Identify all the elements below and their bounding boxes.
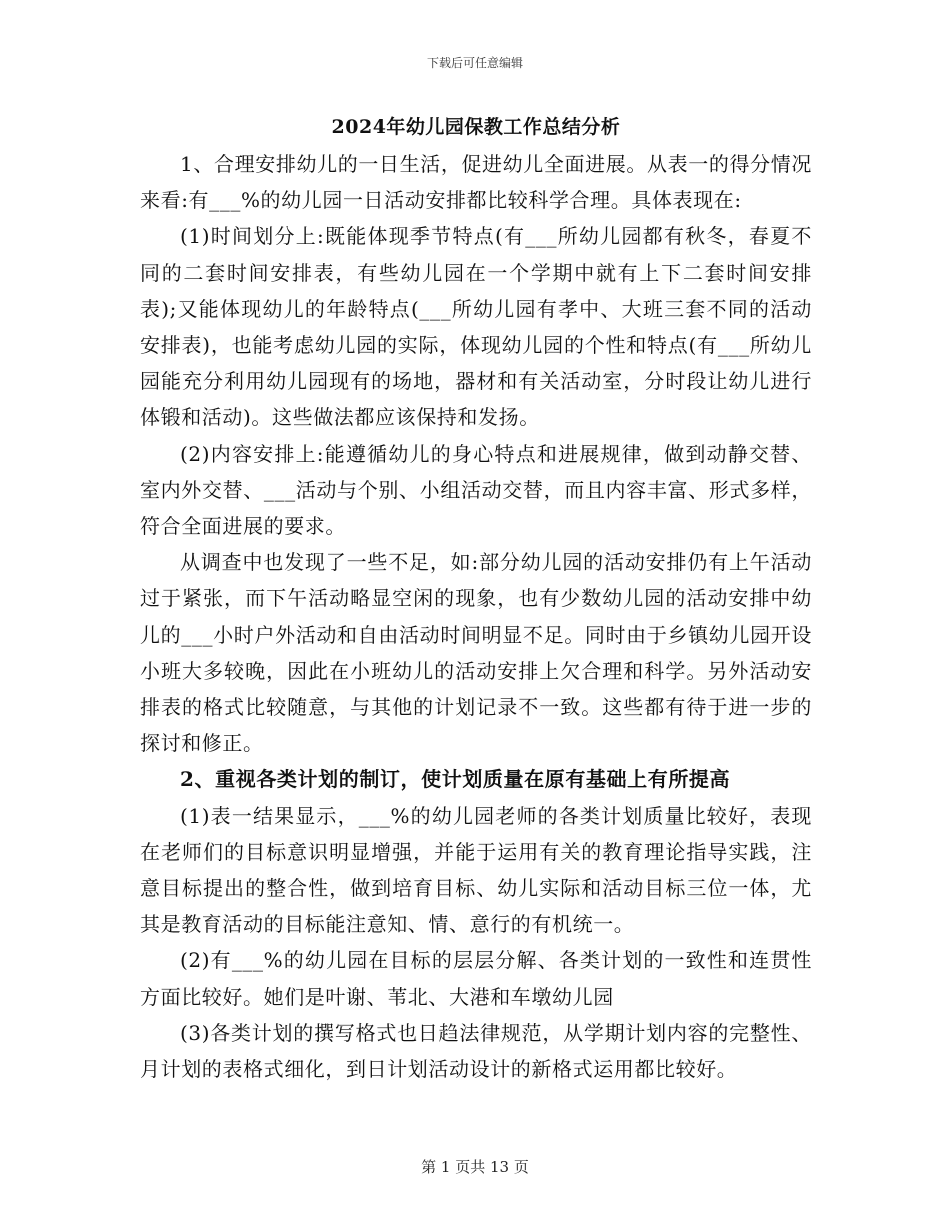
paragraph-content-arrangement: (2)内容安排上:能遵循幼儿的身心特点和进展规律，做到动静交替、室内外交替、___活动与个别、小组活动交替，而且内容丰富、形式多样，符合全面进展的要求。 xyxy=(140,441,812,539)
paragraph-plan-consistency: (2)有___%的幼儿园在目标的层层分解、各类计划的一致性和连贯性方面比较好。她们是叶谢、苇北、大港和车墩幼儿园 xyxy=(140,948,812,1009)
section-heading-plans: 2、重视各类计划的制订，使计划质量在原有基础上有所提高 xyxy=(180,767,731,792)
page-header: 下载后可任意编辑 xyxy=(426,56,523,70)
paragraph-plan-format: (3)各类计划的撰写格式也日趋法律规范，从学期计划内容的完整性、月计划的表格式细化，到日计划活动设计的新格式运用都比较好。 xyxy=(140,1020,812,1082)
paragraph-time-division: (1)时间划分上:既能体现季节特点(有___所幼儿园都有秋冬，春夏不同的二套时间安排表，有些幼儿园在一个学期中就有上下二套时间安排表);又能体现幼儿的年龄特点(___所幼儿园有孝中、大班三套不同的活动安排表)，也能考虑幼儿园的实际，体现幼儿园的个性和特点(有___所幼儿园能充分利用幼儿园现有的场地，器材和有关活动室，分时段让幼儿进行体锻和活动)。这些做法都应该保持和发扬。 xyxy=(140,224,812,430)
paragraph-daily-life-intro: 1、合理安排幼儿的一日生活，促进幼儿全面进展。从表一的得分情况来看:有___%的幼儿园一日活动安排都比较科学合理。具体表现在: xyxy=(140,152,812,213)
paragraph-plan-quality: (1)表一结果显示，___%的幼儿园老师的各类计划质量比较好，表现在老师们的目标意识明显增强，并能于运用有关的教育理论指导实践，注意目标提出的整合性，做到培育目标、幼儿实际和活动目标三位一体，尤其是教育活动的目标能注意知、情、意行的有机统一。 xyxy=(140,803,812,937)
page-footer: 第 1 页共 13 页 xyxy=(421,1158,529,1176)
document-title: 2024年幼儿园保教工作总结分析 xyxy=(331,116,621,138)
document-body xyxy=(140,112,812,1087)
paragraph-shortcomings: 从调查中也发现了一些不足，如:部分幼儿园的活动安排仍有上午活动过于紧张，而下午活动略显空闲的现象，也有少数幼儿园的活动安排中幼儿的___小时户外活动和自由活动时间明显不足。同时由于乡镇幼儿园开设小班大多较晚，因此在小班幼儿的活动安排上欠合理和科学。另外活动安排表的格式比较随意，与其他的计划记录不一致。这些都有待于进一步的探讨和修正。 xyxy=(140,550,812,756)
